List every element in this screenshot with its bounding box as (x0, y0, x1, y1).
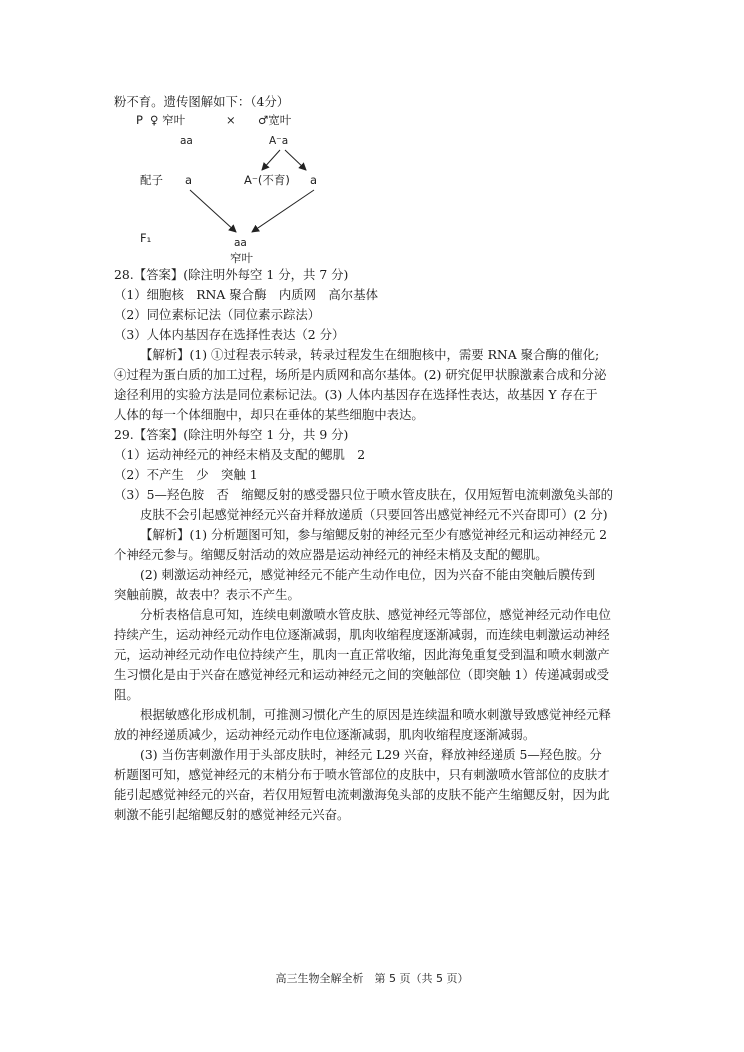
f1-label: F₁ (140, 231, 152, 245)
q29-answer-3-line: （3）5—羟色胺 否 缩鳃反射的感受器只位于喷水管皮肤在，仅用短暂电流刺激兔头部的 (114, 487, 614, 502)
male-gamete-fertile: a (310, 173, 318, 187)
q29-analysis-line: 持续产生，运动神经元动作电位逐渐减弱，肌肉收缩程度逐渐减弱，而连续电刺激运动神经 (114, 627, 610, 642)
f1-phenotype: 窄叶 (230, 251, 253, 265)
page-footer: 高三生物全解全析 第 5 页（共 5 页） (275, 972, 469, 985)
q29-header: 29.【答案】(除注明外每空 1 分，共 9 分) (114, 427, 349, 442)
q29-answer-1: （1）运动神经元的神经末梢及支配的鳃肌 2 (114, 447, 366, 462)
female-genotype: aa (180, 135, 193, 147)
q28-answer-3: （3）人体内基因存在选择性表达（2 分） (114, 327, 345, 342)
q29-analysis-line: 析题图可知，感觉神经元的末梢分布于喷水管部位的皮肤中，只有刺激喷水管部位的皮肤才 (114, 767, 610, 782)
female-gamete: a (185, 173, 193, 187)
cross-symbol: × (226, 113, 236, 127)
male-genotype: A⁻a (269, 135, 289, 147)
q28-analysis-line: 途径利用的实验方法是同位素标记法。(3) 人体内基因存在选择性表达，故基因 Y 存在于 (114, 387, 598, 402)
q29-answer-3-line: 皮肤不会引起感觉神经元兴奋并释放递质（只要回答出感觉神经元不兴奋即可）(2 分) (140, 507, 608, 522)
arrow-female-gamete-to-f1 (190, 190, 236, 232)
q29-analysis-line: 元，运动神经元动作电位持续产生，肌肉一直正常收缩，因此海兔重复受到温和喷水刺激产 (114, 647, 610, 662)
q28-analysis-line: 人体的每一个体细胞中，却只在垂体的某些细胞中表达。 (114, 407, 424, 422)
q29-analysis-line: 个神经元参与。缩鳃反射活动的效应器是运动神经元的神经末梢及支配的鳃肌。 (114, 547, 548, 562)
male-gamete-sterile: A⁻(不育) (244, 173, 290, 187)
female-parent: ♀ 窄叶 (150, 113, 186, 127)
q28-analysis-line: ④过程为蛋白质的加工过程，场所是内质网和高尔基体。(2) 研究促甲状腺激素合成和分泌 (114, 367, 607, 382)
arrow-male-gamete-to-f1 (252, 190, 314, 232)
q29-analysis-line: (3) 当伤害刺激作用于头部皮肤时，神经元 L29 兴奋，释放神经递质 5—羟色胺。分 (140, 747, 602, 762)
gamete-label: 配子 (140, 173, 163, 187)
genetic-cross-diagram (130, 108, 350, 266)
q29-analysis-line: 突触前膜，故表中？表示不产生。 (114, 587, 300, 602)
q28-answer-1: （1）细胞核 RNA 聚合酶 内质网 高尔基体 (114, 287, 378, 302)
q29-analysis-line: 刺激不能引起缩鳃反射的感觉神经元兴奋。 (114, 807, 350, 822)
q29-analysis-line: 阻。 (114, 687, 139, 702)
q29-answer-2: （2）不产生 少 突触 1 (114, 467, 258, 482)
intro-line: 粉不育。遗传图解如下：（4分） (114, 94, 290, 109)
q29-analysis-line: 根据敏感化形成机制，可推测习惯化产生的原因是连续温和喷水刺激导致感觉神经元释 (140, 707, 611, 722)
q29-analysis-line: 【解析】(1) 分析题图可知，参与缩鳃反射的神经元至少有感觉神经元和运动神经元 2 (140, 527, 607, 542)
q28-answer-2: （2）同位素标记法（同位素示踪法） (114, 307, 321, 322)
q29-analysis-line: 放的神经递质减少，运动神经元动作电位逐渐减弱，肌肉收缩程度逐渐减弱。 (114, 727, 536, 742)
q28-analysis-line: 【解析】(1) ①过程表示转录，转录过程发生在细胞核中，需要 RNA 聚合酶的催化; (140, 347, 600, 362)
p-label: P (136, 113, 143, 127)
arrow-to-sterile-gamete (262, 150, 280, 170)
q29-analysis-line: (2) 刺激运动神经元，感觉神经元不能产生动作电位，因为兴奋不能由突触后膜传到 (140, 567, 596, 582)
q29-analysis-line: 能引起感觉神经元的兴奋，若仅用短暂电流刺激海兔头部的皮肤不能产生缩鳃反射，因为此 (114, 787, 610, 802)
arrow-to-fertile-gamete (285, 150, 306, 170)
q29-analysis-line: 生习惯化是由于兴奋在感觉神经元和运动神经元之间的突触部位（即突触 1）传递减弱或受 (114, 667, 610, 682)
q29-analysis-line: 分析表格信息可知，连续电刺激喷水管皮肤、感觉神经元等部位，感觉神经元动作电位 (140, 607, 611, 622)
q28-header: 28.【答案】(除注明外每空 1 分，共 7 分) (114, 267, 349, 282)
f1-genotype: aa (234, 237, 247, 249)
male-parent: ♂宽叶 (258, 113, 292, 127)
